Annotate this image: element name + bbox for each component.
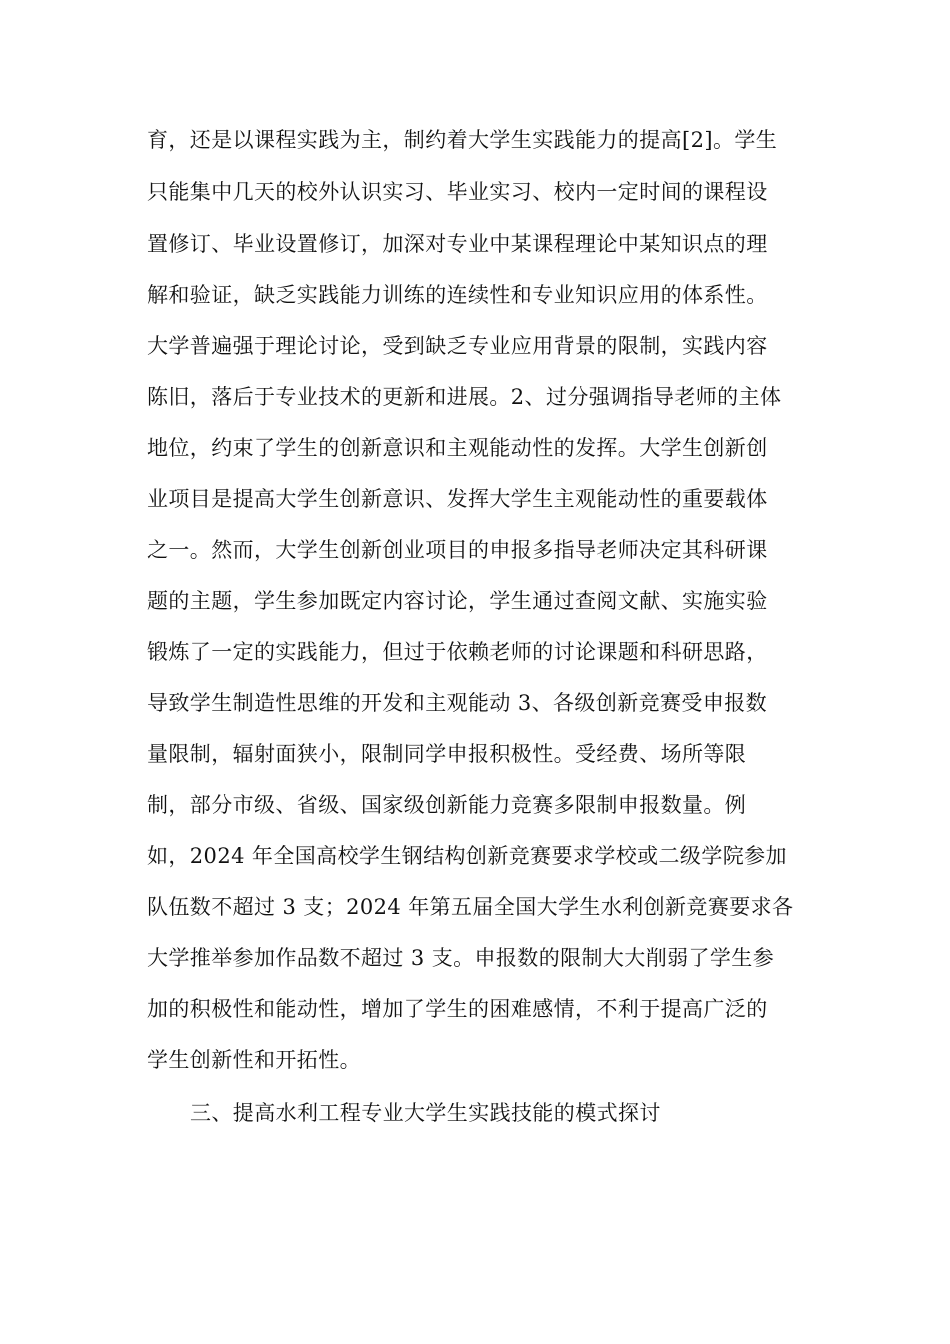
body-line: 大学普遍强于理论讨论，受到缺乏专业应用背景的限制，实践内容 [147,334,768,358]
body-line: 解和验证，缺乏实践能力训练的连续性和专业知识应用的体系性。 [147,283,768,307]
body-line: 队伍数不超过 3 支；2024 年第五届全国大学生水利创新竞赛要求各 [147,895,794,919]
body-line: 之一。然而，大学生创新创业项目的申报多指导老师决定其科研课 [147,538,768,562]
body-line: 陈旧，落后于专业技术的更新和进展。2、过分强调指导老师的主体 [147,385,782,409]
body-line: 锻炼了一定的实践能力，但过于依赖老师的讨论课题和科研思路， [147,640,768,664]
body-line: 量限制，辐射面狭小，限制同学申报积极性。受经费、场所等限 [147,742,747,766]
body-line: 导致学生制造性思维的开发和主观能动 3、各级创新竞赛受申报数 [147,691,768,715]
body-line: 如，2024 年全国高校学生钢结构创新竞赛要求学校或二级学院参加 [147,844,787,868]
body-line: 育，还是以课程实践为主，制约着大学生实践能力的提高[2]。学生 [147,128,778,152]
section-heading: 三、提高水利工程专业大学生实践技能的模式探讨 [190,1101,661,1125]
body-line: 只能集中几天的校外认识实习、毕业实习、校内一定时间的课程设 [147,180,768,204]
body-line: 置修订、毕业设置修订，加深对专业中某课程理论中某知识点的理 [147,232,768,256]
body-line: 题的主题，学生参加既定内容讨论，学生通过查阅文献、实施实验 [147,589,768,613]
body-line: 大学推举参加作品数不超过 3 支。申报数的限制大大削弱了学生参 [147,946,775,970]
body-line: 地位，约束了学生的创新意识和主观能动性的发挥。大学生创新创 [147,436,768,460]
body-line: 学生创新性和开拓性。 [147,1048,361,1072]
body-line: 业项目是提高大学生创新意识、发挥大学生主观能动性的重要载体 [147,487,768,511]
body-line: 加的积极性和能动性，增加了学生的困难感情，不利于提高广泛的 [147,997,768,1021]
body-line: 制，部分市级、省级、国家级创新能力竞赛多限制申报数量。例 [147,793,747,817]
